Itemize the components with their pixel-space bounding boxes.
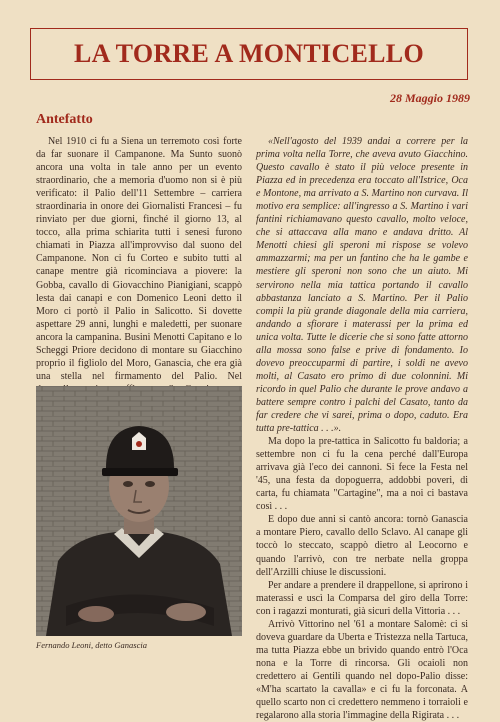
- jockey-portrait-image: [36, 386, 242, 636]
- ganascia-quote: «Nell'agosto del 1939 andai a correre per la prima volta nella Torre, che aveva avuto Giacchino. Questo cavallo è stato il più veloce presente in Piazza ed in precedenza era toccato all'Istrice, Oca e Montone, ma arrivato a S. Martino non curvava. Il motivo era semplice: all'ingresso a S. Martino i vari fantini richiamavano questo cavallo, molto veloce, che si attaccava alla mano e andava dritto. Al Menotti chiesi gli speroni mi rispose se volevo ammazzarmi; ma per un fantino che ha le gambe e mestiere gli speroni non sono che un aiuto. Mi servirono nella mia tattica portando il cavallo abbastanza lanciato a S. Martino. Per il Palio compii la più grande diagonale della mia carriera, andando a sfiorare i materassi per la prima ed unica volta. Tutte le dicerie che si sono fatte attorno alla mossa sono false e prive di fondamento. Io dovevo preoccuparmi di partire, i soldi ne avevo molti, al Casato ero primo di due colonnini. Mi ricordo in quel Palio che durante le prove andavo a battere sempre contro i palchi del Casato, tanto da far credere che vi sarei, prima o dopo, caduto. Era tutta pre-tattica . . .».: [256, 136, 468, 435]
- section-title: Antefatto: [36, 112, 93, 127]
- issue-date: 28 Maggio 1989: [389, 91, 470, 105]
- right-column: [256, 135, 468, 722]
- page-title: LA TORRE A MONTICELLO: [74, 39, 424, 68]
- photo-caption: Fernando Leoni, detto Ganascia: [36, 640, 147, 650]
- masthead-frame: [30, 28, 468, 80]
- body-paragraph: E dopo due anni si cantò ancora: tornò Ganascia a montare Piero, cavallo dello Sclavo. Al canape gli toccò lo steccato, scappò dietro al Leocorno e quando l'arrivò, con tre nerbate nella groppa dell'Arzilli chiuse le discussioni.: [256, 514, 468, 578]
- portrait-photo: [36, 386, 242, 636]
- left-column: [36, 135, 242, 422]
- body-paragraph: Arrivò Vittorino nel '61 a montare Salomè: ci si doveva guardare da Uberta e Tristezza nella Tartuca, ma tutta Piazza ebbe un brivido quando entrò l'Oca nona e la Torre di rincorsa. Gli ocaioli non credettero ai Gentili quando nel dopo-Palio disse: «M'ha scartato la cavalla» e ci fu la forconata. A quello scarto non ci credettero nemmeno i torraioli e regalarono alla storia l'immagine della Rigirata . . .: [256, 618, 468, 722]
- body-paragraph: Ma dopo la pre-tattica in Salicotto fu baldoria; a settembre non ci fu la cena perché dall'Europa arrivava già l'eco dei cannoni. Si fece la Festa nel '45, una festa da dopoguerra, addobbi poveri, di carta, fu chiamata "Cartagine", ma a noi ci bastava così . . .: [256, 436, 468, 513]
- body-paragraph: Per andare a prendere il drappellone, si aprirono i materassi e uscì la Comparsa del giro della Torre: con i ragazzi monturati, già sicuri della Vittoria . . .: [256, 579, 468, 617]
- intro-paragraph: Nel 1910 ci fu a Siena un terremoto così forte da far suonare il Campanone. Ma Sunto suonò ancora una volta in tale anno per un evento straordinario, che a memoria d'uomo non si è più verificato: il Palio dell'11 Settembre – carriera straordinaria in onore dei Giornalisti Francesi – fu rinviato per due giorni, finché il giorno 13, al tocco, alla prima schiarita tutti i senesi furono chiamati in Piazza all'improvviso dal suono del Campanone. Non ci fu Corteo e subito tutti al canape mentre già ricominciava a piovere: la Gobba, cavallo di Giovacchino Pianigiani, scappò lesta dai canapi e con Domenico Leoni detto il Moro ci portò il Palio in Salicotto. Si dovette aspettare 29 anni, lunghi e maledetti, per suonare ancora la campanina. Busini Menotti Capitano e lo Scheggi Priore decidono di montare su Giacchino proprio il figliolo del Moro, Ganascia, che era già una stella nel firmamento del Palio. Nel: [36, 136, 242, 382]
